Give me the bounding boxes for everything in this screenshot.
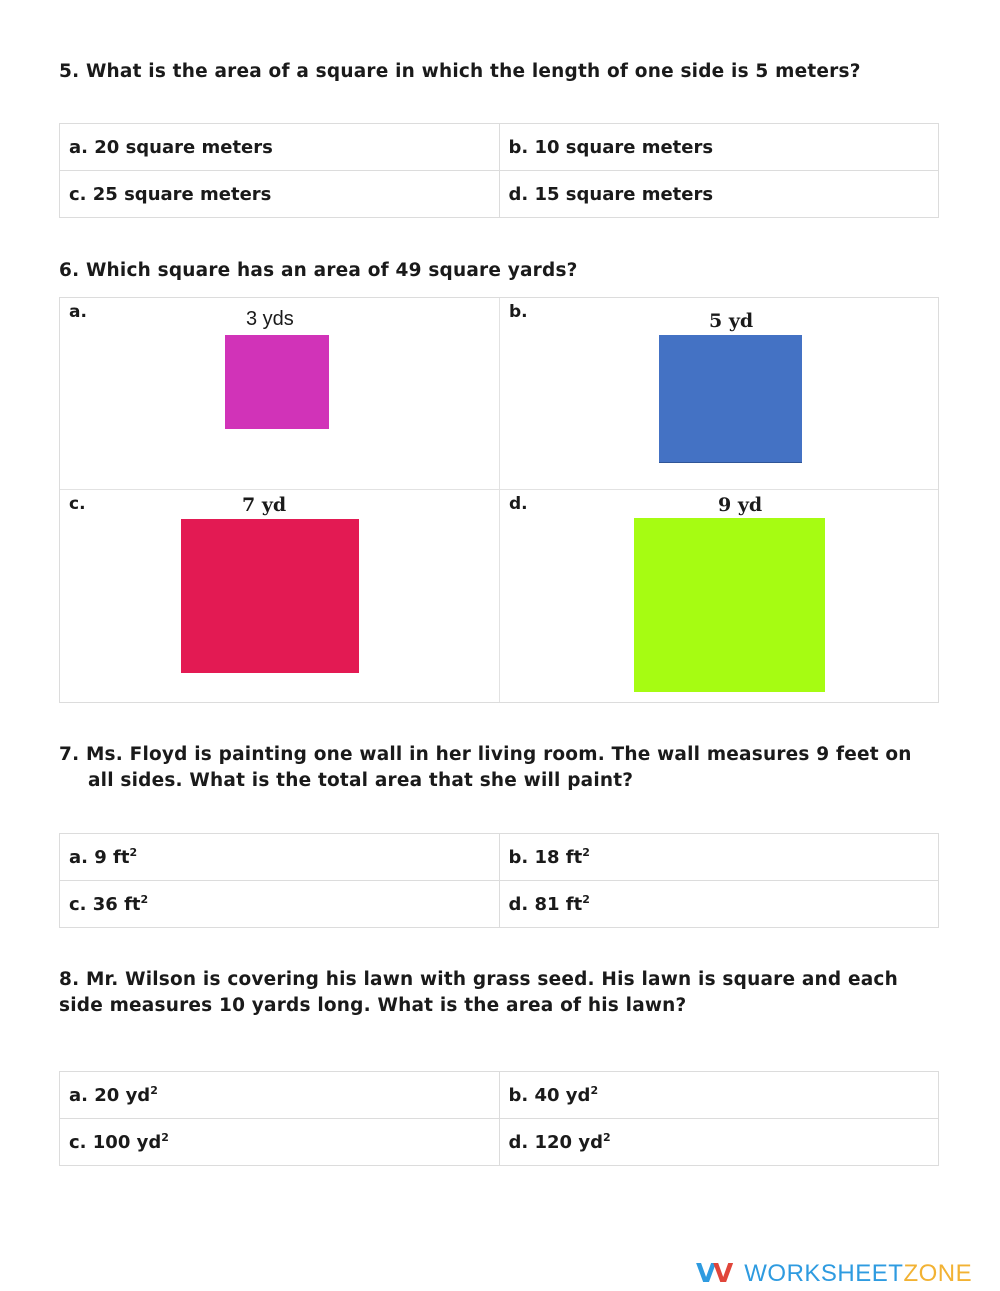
superscript: 2 [582, 893, 590, 906]
question-8-options [59, 1071, 939, 1166]
brand-name-part-2: ZONE [903, 1260, 973, 1287]
question-7-text [59, 742, 912, 794]
logo-w-icon: VV [696, 1259, 731, 1289]
option-a-letter: a. [69, 302, 87, 322]
red-square-shape [181, 519, 359, 673]
option-c-text: c. 100 yd [69, 1132, 162, 1153]
brand-name-part-1: WORKSHEET [744, 1260, 904, 1287]
option-d-dimension-label: 9 yd [718, 494, 763, 516]
superscript: 2 [150, 1084, 158, 1097]
option-a-text: a. 9 ft [69, 847, 130, 868]
option-a[interactable] [60, 1072, 500, 1119]
option-a-text: a. 20 yd [69, 1085, 151, 1106]
question-7-line-1: 7. Ms. Floyd is painting one wall in her living room. The wall measures 9 feet on [59, 744, 912, 765]
option-b-letter: b. [509, 302, 528, 322]
option-c[interactable]: c. 25 square meters [60, 171, 500, 218]
question-7-options [59, 833, 939, 928]
question-5-text: 5. What is the area of a square in which the length of one side is 5 meters? [59, 61, 861, 82]
green-square-shape [634, 518, 825, 692]
option-c-dimension-label: 7 yd [242, 494, 287, 516]
option-d[interactable] [499, 881, 939, 928]
option-d[interactable]: d. 15 square meters [499, 171, 939, 218]
option-d[interactable] [499, 1119, 939, 1166]
option-b-text: b. 18 ft [508, 847, 583, 868]
superscript: 2 [582, 846, 590, 859]
superscript: 2 [129, 846, 138, 859]
option-b[interactable] [499, 834, 939, 881]
option-a-cell[interactable] [60, 298, 499, 489]
option-d-text: d. 81 ft [508, 894, 583, 915]
superscript: 2 [161, 1131, 169, 1144]
option-c[interactable] [60, 1119, 500, 1166]
option-c-letter: c. [69, 494, 86, 514]
question-6-text: 6. Which square has an area of 49 square yards? [59, 260, 578, 281]
option-c-cell[interactable] [60, 490, 499, 702]
option-d-text: d. 120 yd [508, 1132, 603, 1153]
option-a[interactable]: a. 20 square meters [60, 124, 500, 171]
question-7-line-2: all sides. What is the total area that she will paint? [88, 770, 634, 791]
option-b[interactable]: b. 10 square meters [499, 124, 939, 171]
question-8-text [59, 967, 898, 1019]
question-6-figure-grid [59, 297, 939, 703]
magenta-square-shape [225, 335, 329, 429]
option-b-cell[interactable] [500, 298, 939, 489]
question-8-line-1: 8. Mr. Wilson is covering his lawn with grass seed. His lawn is square and each [59, 969, 898, 990]
option-c[interactable] [60, 881, 500, 928]
superscript: 2 [140, 893, 149, 906]
option-b-text: b. 40 yd [508, 1085, 591, 1106]
blue-square-shape [659, 335, 802, 463]
option-d-cell[interactable] [500, 490, 939, 702]
option-b[interactable] [499, 1072, 939, 1119]
superscript: 2 [590, 1084, 599, 1097]
option-a-dimension-label: 3 yds [246, 308, 294, 330]
question-8-line-2: side measures 10 yards long. What is the area of his lawn? [59, 995, 687, 1016]
question-5-options [59, 123, 939, 218]
option-a[interactable] [60, 834, 500, 881]
option-b-dimension-label: 5 yd [709, 310, 754, 332]
option-d-letter: d. [509, 494, 528, 514]
superscript: 2 [602, 1131, 611, 1144]
option-c-text: c. 36 ft [69, 894, 141, 915]
worksheetzone-logo[interactable] [696, 1259, 972, 1289]
